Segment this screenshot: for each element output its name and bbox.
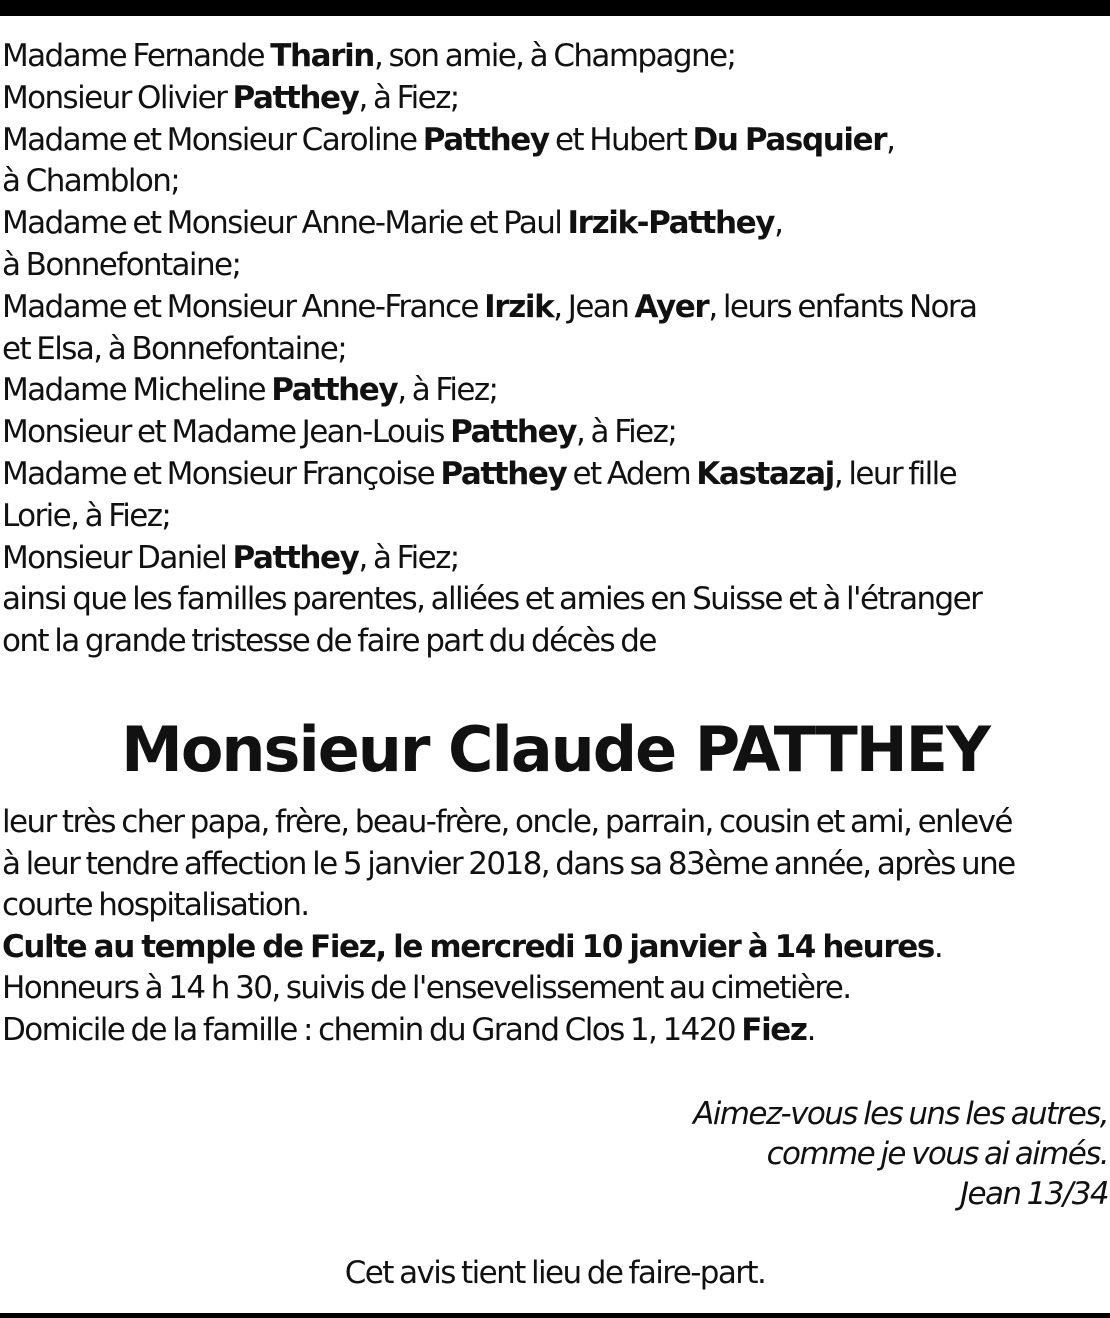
family-line-text: ainsi que les familles parentes, alliées et amies en Suisse et à l'étranger	[2, 581, 982, 618]
tribute-line: courte hospitalisation.	[2, 887, 309, 923]
family-line-text: à Chamblon;	[2, 163, 180, 200]
bible-quote	[408, 1094, 1108, 1214]
family-line-text: , à Fiez;	[358, 79, 459, 116]
family-name: Du Pasquier	[692, 121, 887, 158]
domicile-text: Domicile de la famille : chemin du Grand Clos 1, 1420	[2, 1011, 742, 1048]
family-line	[2, 36, 1102, 78]
family-line-text: Madame et Monsieur Anne-France	[2, 288, 485, 325]
family-line-text: , à Fiez;	[576, 414, 677, 451]
domicile-place: Fiez	[741, 1011, 807, 1048]
deceased-name: Monsieur Claude PATTHEY	[121, 713, 989, 786]
family-line-text: , à Fiez;	[358, 539, 459, 576]
tribute-line: leur très cher papa, frère, beau-frère, oncle, parrain, cousin et ami, enlevé	[2, 804, 1012, 840]
family-name: Tharin	[270, 38, 374, 74]
family-line-text: , son amie, à Champagne;	[373, 38, 736, 74]
family-line-text: Madame et Monsieur Françoise	[2, 455, 441, 492]
family-line-text: ont la grande tristesse de faire part du décès de	[2, 623, 656, 660]
family-line-text: ,	[774, 205, 783, 242]
domicile-period: .	[806, 1011, 815, 1048]
family-name: Kastazaj	[696, 455, 834, 492]
family-line-text: et Hubert	[548, 121, 693, 158]
family-line	[2, 454, 1102, 496]
family-line-text: , leur fille	[833, 455, 957, 492]
family-line-text: Madame Micheline	[2, 372, 272, 409]
family-line	[2, 120, 1102, 162]
family-line	[2, 161, 1102, 203]
family-name: Patthey	[271, 372, 398, 409]
family-line-text: et Adem	[566, 455, 697, 492]
footer-note: Cet avis tient lieu de faire-part.	[344, 1255, 766, 1291]
service-period: .	[933, 928, 943, 965]
family-line-text: Monsieur et Madame Jean-Louis	[2, 414, 451, 451]
honours-line: Honneurs à 14 h 30, suivis de l'ensevelissement au cimetière.	[2, 970, 851, 1006]
service-line	[2, 927, 1108, 969]
family-line	[2, 329, 1102, 371]
family-name: Patthey	[440, 455, 567, 492]
family-name: Irzik-Patthey	[567, 205, 775, 242]
family-line	[2, 203, 1102, 245]
family-line-text: Lorie, à Fiez;	[2, 497, 171, 534]
family-line-text: et Elsa, à Bonnefontaine;	[2, 330, 347, 367]
family-line	[2, 412, 1102, 454]
quote-line: Aimez-vous les uns les autres,	[693, 1096, 1108, 1132]
family-line	[2, 621, 1102, 663]
family-line	[2, 287, 1102, 329]
family-name: Patthey	[450, 414, 577, 451]
family-line	[2, 496, 1102, 538]
family-line-text: Madame et Monsieur Caroline	[2, 121, 423, 158]
family-name: Ayer	[634, 288, 709, 325]
domicile-line	[2, 1010, 1108, 1052]
family-line-text: , à Fiez;	[397, 372, 498, 409]
top-rule	[0, 0, 1110, 16]
family-line-text: Monsieur Daniel	[2, 539, 233, 576]
family-line-text: , leurs enfants Nora	[708, 288, 977, 325]
family-line-text: à Bonnefontaine;	[2, 246, 241, 283]
family-line-text: , Jean	[553, 288, 635, 325]
family-line	[2, 245, 1102, 287]
quote-line: comme je vous ai aimés.	[766, 1136, 1108, 1172]
family-name: Patthey	[422, 121, 549, 158]
service-info: Culte au temple de Fiez, le mercredi 10 janvier à 14 heures	[2, 928, 934, 965]
notice-details	[2, 802, 1108, 1051]
family-list	[2, 36, 1102, 663]
family-name: Irzik	[484, 288, 554, 325]
family-name: Patthey	[232, 539, 359, 576]
family-line-text: Madame et Monsieur Anne-Marie et Paul	[2, 205, 568, 242]
family-line-text: Madame Fernande	[2, 38, 271, 74]
bottom-rule	[0, 1313, 1110, 1318]
family-name: Patthey	[232, 79, 359, 116]
family-line	[2, 579, 1102, 621]
family-line	[2, 538, 1102, 580]
family-line	[2, 78, 1102, 120]
family-line-text: Monsieur Olivier	[2, 79, 233, 116]
family-line-text: ,	[886, 121, 895, 158]
family-line	[2, 370, 1102, 412]
tribute-line: à leur tendre affection le 5 janvier 2018, dans sa 83ème année, après une	[2, 845, 1015, 882]
quote-reference: Jean 13/34	[959, 1176, 1108, 1212]
